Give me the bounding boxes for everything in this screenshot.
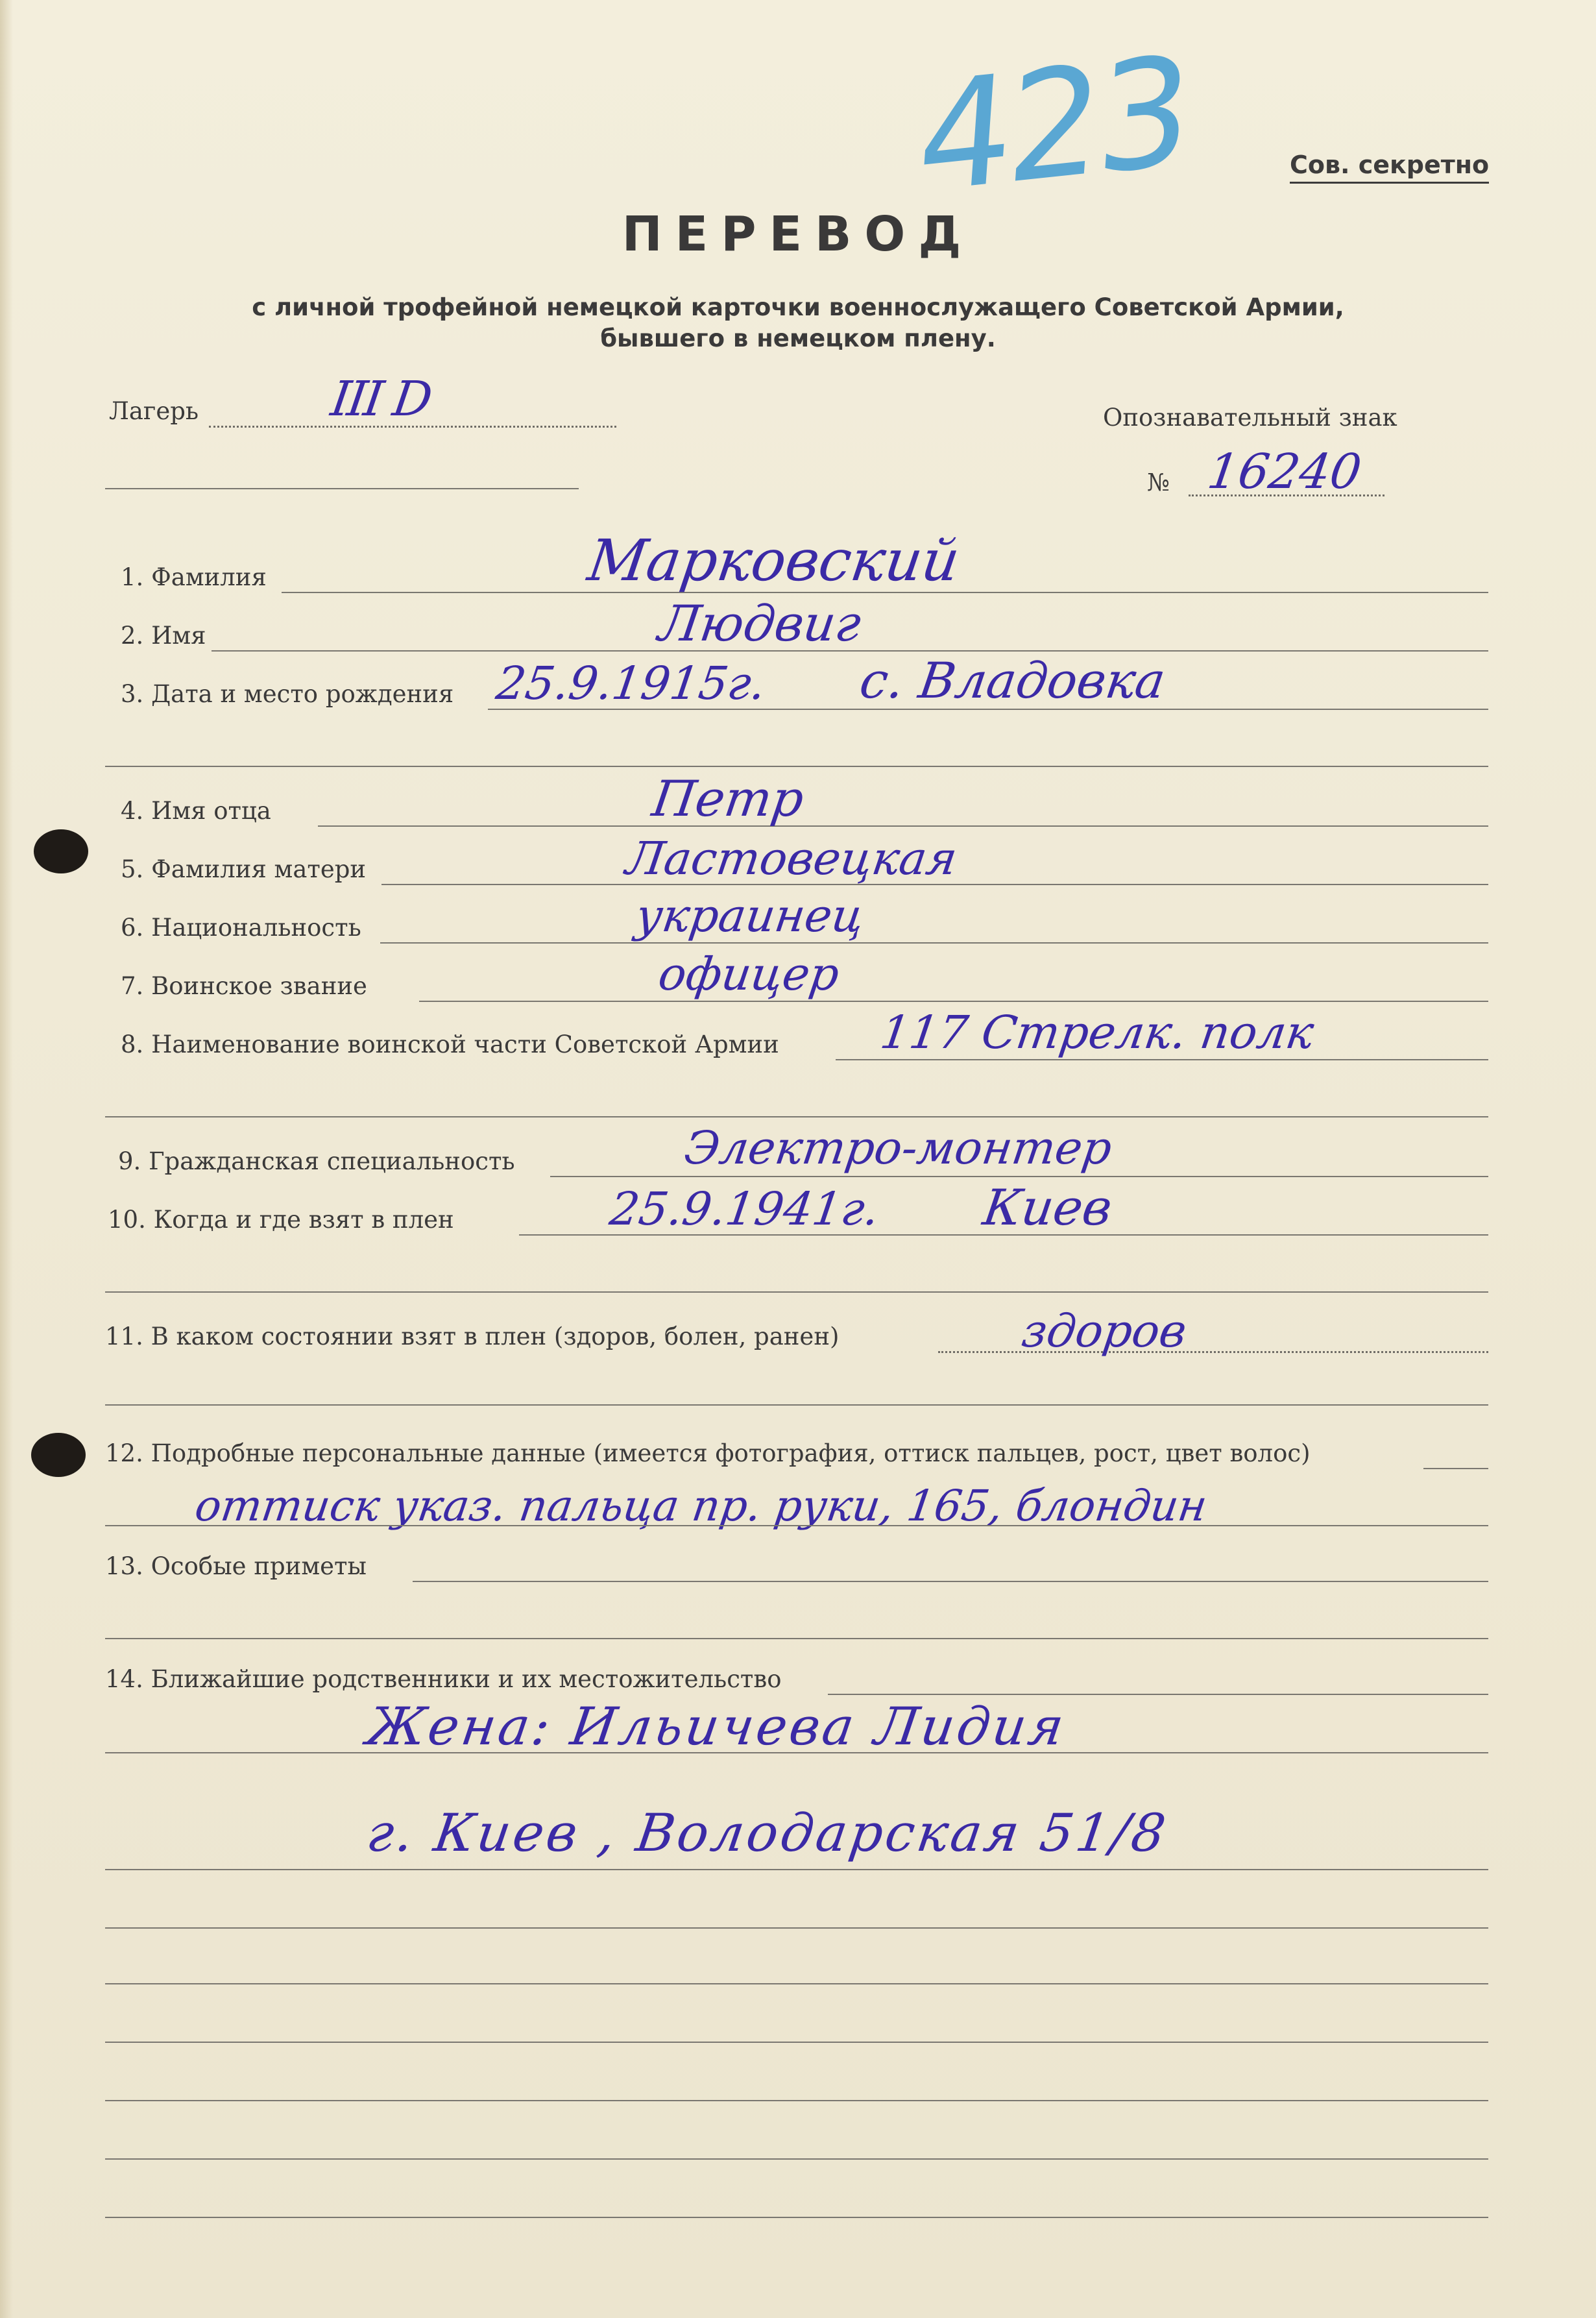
camp-label: Лагерь <box>109 397 199 425</box>
blank-line <box>105 1638 1488 1639</box>
field-line <box>836 1059 1488 1060</box>
document-subtitle-line2: бывшего в немецком плену. <box>600 324 996 352</box>
blank-line <box>105 1404 1488 1406</box>
blank-line <box>105 1525 1488 1526</box>
field-line <box>318 825 1488 827</box>
field-captured-label: 10. Когда и где взят в плен <box>108 1206 454 1234</box>
field-mother-value: Ластовецкая <box>623 832 961 885</box>
blank-line <box>105 1869 1488 1870</box>
blank-line <box>105 2158 1488 2160</box>
field-birth-place-value: с. Владовка <box>856 652 1169 709</box>
field-features-label: 13. Особые приметы <box>105 1552 367 1580</box>
document-title: ПЕРЕВОД <box>622 206 974 262</box>
field-line <box>550 1176 1488 1177</box>
field-nationality-value: украинец <box>633 889 867 942</box>
blank-line <box>105 2042 1488 2043</box>
camp-value: III D <box>328 371 433 427</box>
field-condition-value: здоров <box>1019 1304 1190 1358</box>
field-line <box>419 1001 1488 1002</box>
id-tag-label: Опознавательный знак <box>1103 404 1397 432</box>
classification-mark: Сов. секретно <box>1290 151 1489 184</box>
field-personal-data-label: 12. Подробные персональные данные (имеется фотография, оттиск пальцев, рост, цвет волос) <box>105 1439 1311 1467</box>
field-unit-label: 8. Наименование воинской части Советской Армии <box>121 1031 779 1058</box>
field-birth-date-value: 25.9.1915г. <box>493 657 769 710</box>
field-rank-value: офицер <box>655 947 843 1001</box>
field-line <box>380 942 1488 944</box>
pencil-number: 423 <box>912 23 1193 228</box>
field-nationality-label: 6. Национальность <box>121 914 361 942</box>
field-line <box>1423 1468 1488 1469</box>
document-subtitle-line1: с личной трофейной немецкой карточки военнослужащего Советской Армии, <box>252 293 1344 321</box>
field-captured-date-value: 25.9.1941г. <box>607 1182 883 1236</box>
field-relatives-value: Жена: Ильичева Лидия <box>363 1696 1070 1757</box>
blank-line <box>105 1927 1488 1929</box>
field-line <box>413 1581 1488 1582</box>
field-surname-value: Марковский <box>584 527 964 594</box>
field-line <box>828 1694 1488 1695</box>
field-unit-value: 117 Стрелк. полк <box>877 1006 1318 1059</box>
field-name-label: 2. Имя <box>121 622 206 650</box>
field-father-label: 4. Имя отца <box>121 797 271 825</box>
field-birth-label: 3. Дата и место рождения <box>121 680 454 708</box>
blank-line <box>105 2217 1488 2218</box>
field-relatives-label: 14. Ближайшие родственники и их местожительство <box>105 1665 782 1693</box>
id-number-value: 16240 <box>1204 444 1365 500</box>
id-number-prefix: № <box>1147 469 1170 496</box>
field-relatives-address-value: г. Киев , Володарская 51/8 <box>363 1803 1172 1863</box>
field-personal-data-value: оттиск указ. пальца пр. руки, 165, блондин <box>192 1481 1211 1531</box>
field-name-value: Людвиг <box>655 594 865 652</box>
field-mother-label: 5. Фамилия матери <box>121 855 367 883</box>
blank-line <box>105 1983 1488 1984</box>
field-captured-place-value: Киев <box>980 1178 1116 1236</box>
blank-line <box>105 488 579 489</box>
field-father-value: Петр <box>649 770 808 827</box>
blank-line <box>105 1752 1488 1753</box>
blank-line <box>105 1291 1488 1293</box>
field-profession-value: Электро-монтер <box>681 1121 1115 1175</box>
blank-line <box>105 2100 1488 2101</box>
blank-line <box>105 766 1488 767</box>
field-profession-label: 9. Гражданская специальность <box>118 1147 515 1175</box>
field-rank-label: 7. Воинское звание <box>121 972 367 1000</box>
punch-hole <box>34 829 88 873</box>
punch-hole <box>31 1433 86 1477</box>
field-condition-label: 11. В каком состоянии взят в плен (здоров, болен, ранен) <box>105 1323 840 1350</box>
field-surname-label: 1. Фамилия <box>121 563 267 591</box>
blank-line <box>105 1116 1488 1117</box>
